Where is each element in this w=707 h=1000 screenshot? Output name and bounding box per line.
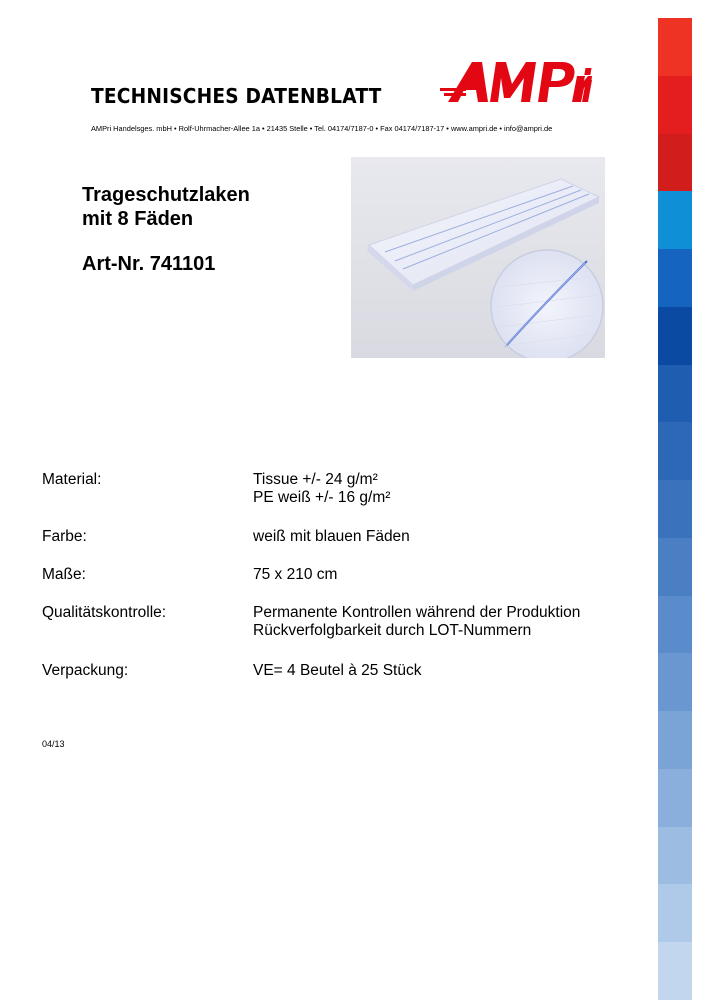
spec-value (253, 471, 390, 507)
spec-value (253, 662, 421, 680)
stripe-segment (658, 191, 692, 249)
product-title (82, 183, 250, 231)
article-number: Art-Nr. 741101 (82, 253, 216, 275)
spec-value-line1: Permanente Kontrollen während der Produktion (253, 604, 581, 621)
logo-text: AMPri (556, 76, 559, 77)
stripe-segment (658, 134, 692, 192)
stripe-segment (658, 538, 692, 596)
stripe-segment (658, 249, 692, 307)
stripe-segment (658, 942, 692, 1000)
spec-value (253, 566, 337, 584)
spec-value (253, 604, 580, 640)
spec-label: Qualitätskontrolle: (42, 604, 167, 621)
product-photo-image (351, 157, 605, 358)
stripe-segment (658, 827, 692, 885)
spec-value-line2: PE weiß +/- 16 g/m² (253, 489, 391, 506)
spec-value-line1: Tissue +/- 24 g/m² (253, 471, 378, 488)
stripe-segment (658, 18, 692, 76)
stripe-segment (658, 422, 692, 480)
company-contact-line: AMPri Handelsges. mbH • Rolf-Uhrmacher-Allee 1a • 21435 Stelle • Tel. 04174/7187-0 • Fax 04174/7187-17 • www.ampri.de • info@ampri.de (91, 124, 553, 133)
document-title: TECHNISCHES DATENBLATT (91, 84, 382, 108)
spec-value-line1: weiß mit blauen Fäden (253, 528, 410, 545)
stripe-segment (658, 480, 692, 538)
revision-date: 04/13 (42, 739, 65, 749)
stripe-segment (658, 769, 692, 827)
stripe-segment (658, 307, 692, 365)
stripe-segment (658, 711, 692, 769)
spec-value-line2: Rückverfolgbarkeit durch LOT-Nummern (253, 622, 532, 639)
spec-value-line1: 75 x 210 cm (253, 566, 338, 583)
spec-label: Maße: (42, 566, 86, 583)
stripe-segment (658, 884, 692, 942)
spec-label: Farbe: (42, 528, 87, 545)
stripe-segment (658, 596, 692, 654)
stripe-segment (658, 653, 692, 711)
spec-value-line1: VE= 4 Beutel à 25 Stück (253, 662, 422, 679)
ampri-logo (438, 54, 594, 108)
product-photo (351, 157, 605, 358)
side-color-stripe (658, 18, 692, 1000)
stripe-segment (658, 76, 692, 134)
spec-value (253, 528, 410, 546)
stripe-segment (658, 365, 692, 423)
spec-label: Verpackung: (42, 662, 129, 679)
product-title-line2: mit 8 Fäden (82, 208, 194, 230)
product-title-line1: Trageschutzlaken (82, 184, 250, 206)
spec-label: Material: (42, 471, 102, 488)
